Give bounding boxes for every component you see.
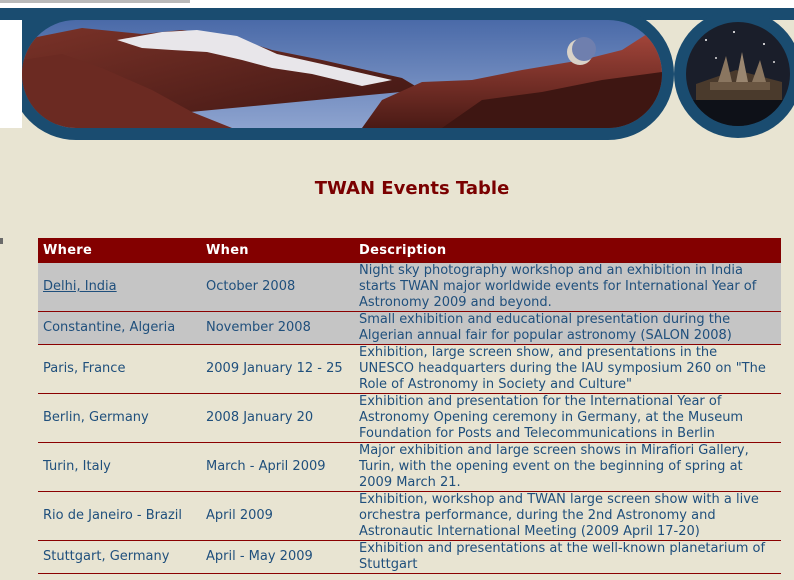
observatory-night-photo bbox=[686, 22, 790, 126]
banner-left-edge bbox=[0, 20, 22, 128]
cell-description: Exhibition and presentations at the well-known planetarium of Stuttgart bbox=[354, 541, 781, 574]
table-row bbox=[38, 263, 781, 312]
cell-description: Exhibition, large screen show, and presentations in the UNESCO headquarters during the IAU symposium 260 on "The Role of Astronomy in Society and Culture" bbox=[354, 345, 781, 394]
cell-when: April - May 2009 bbox=[201, 541, 354, 574]
events-table bbox=[38, 238, 781, 574]
cell-when: 2008 January 20 bbox=[201, 394, 354, 443]
cell-where: Rio de Janeiro - Brazil bbox=[38, 492, 201, 541]
side-marker bbox=[0, 238, 3, 244]
table-row bbox=[38, 312, 781, 345]
cell-where bbox=[38, 263, 201, 312]
cell-where: Constantine, Algeria bbox=[38, 312, 201, 345]
cell-where: Stuttgart, Germany bbox=[38, 541, 201, 574]
mountain-moon-photo bbox=[22, 20, 662, 128]
cell-where: Paris, France bbox=[38, 345, 201, 394]
column-header-where: Where bbox=[38, 238, 201, 263]
table-header-row bbox=[38, 238, 781, 263]
observatory-image bbox=[686, 22, 790, 126]
cell-when: April 2009 bbox=[201, 492, 354, 541]
cell-description: Small exhibition and educational presentation during the Algerian annual fair for popular astronomy (SALON 2008) bbox=[354, 312, 781, 345]
cell-description: Exhibition and presentation for the International Year of Astronomy Opening ceremony in Germany, at the Museum Foundation for Posts and Telecommunications in Berlin bbox=[354, 394, 781, 443]
cell-when: October 2008 bbox=[201, 263, 354, 312]
cell-description: Major exhibition and large screen shows in Mirafiori Gallery, Turin, with the opening event on the beginning of spring at 2009 March 21. bbox=[354, 443, 781, 492]
cell-when: November 2008 bbox=[201, 312, 354, 345]
cell-when: March - April 2009 bbox=[201, 443, 354, 492]
column-header-when: When bbox=[201, 238, 354, 263]
cell-when: 2009 January 12 - 25 bbox=[201, 345, 354, 394]
cell-description: Night sky photography workshop and an exhibition in India starts TWAN major worldwide events for International Year of Astronomy 2009 and beyond. bbox=[354, 263, 781, 312]
page-title: TWAN Events Table bbox=[314, 178, 510, 199]
column-header-description: Description bbox=[354, 238, 781, 263]
cell-description: Exhibition, workshop and TWAN large screen show with a live orchestra performance, during the 2nd Astronomy and Astronautic International Meeting (2009 April 17-20) bbox=[354, 492, 781, 541]
mountain-moon-image bbox=[22, 20, 662, 128]
cell-where: Berlin, Germany bbox=[38, 394, 201, 443]
event-location-link[interactable]: Delhi, India bbox=[43, 279, 117, 294]
table-row bbox=[38, 492, 781, 541]
table-row bbox=[38, 443, 781, 492]
table-row bbox=[38, 345, 781, 394]
horizontal-scrollbar-thumb[interactable] bbox=[0, 0, 190, 3]
table-row bbox=[38, 541, 781, 574]
table-row bbox=[38, 394, 781, 443]
cell-where: Turin, Italy bbox=[38, 443, 201, 492]
browser-top-strip bbox=[0, 0, 794, 8]
